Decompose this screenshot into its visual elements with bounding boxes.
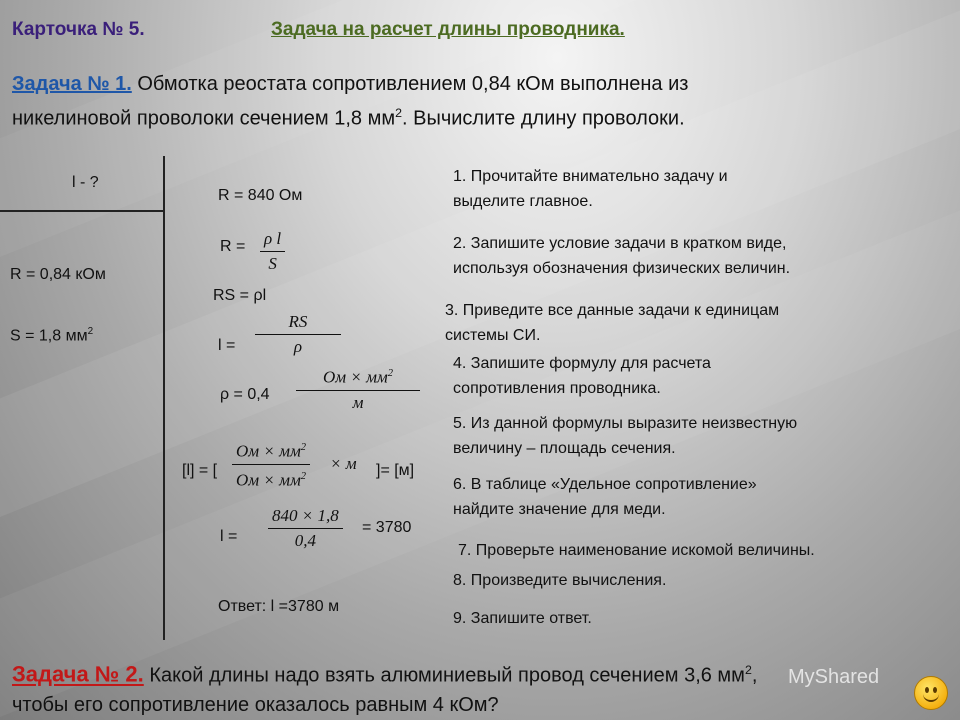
task2-line2: чтобы его сопротивление оказалось равным 4 кОм? [12, 693, 499, 716]
answer: Ответ: l =3780 м [218, 598, 340, 615]
calc-lhs: l = [220, 528, 238, 545]
calc-result: = 3780 [362, 519, 412, 536]
step-2: 2. Запишите условие задачи в кратком виде, используя обозначения физических величин. [453, 235, 791, 277]
given-resistance: R = 0,84 кОм [10, 266, 106, 283]
given-section: S = 1,8 $мм^2$ [10, 326, 94, 345]
card-title: Карточка № 5. [12, 19, 145, 40]
task1-line2-sup: 2 [395, 106, 402, 120]
task1-line1: Обмотка реостата сопротивлением 0,84 кОм выполнена из [131, 73, 689, 95]
rho-unit-fraction: Ом × $мм^2$ м [296, 364, 420, 413]
units-check-rhs: ]= [м] [376, 462, 415, 479]
calc-fraction: 840 × 1,8 0,4 [268, 506, 343, 551]
given-divider-vertical [163, 156, 165, 640]
given-divider-horizontal [0, 210, 165, 212]
r-formula-denominator: S [268, 254, 277, 273]
task1-label: Задача № 1. [12, 73, 132, 95]
step-4: 4. Запишите формулу для расчета сопротивления проводника. [453, 355, 711, 397]
l-formula-denominator: ρ [293, 337, 303, 356]
units-check-lhs: [l] = [ [182, 462, 218, 479]
smiley-icon [914, 676, 948, 710]
task1-line2a: никелиновой проволоки сечением 1,8 мм [12, 107, 396, 130]
rs-equation: RS = ρl [213, 287, 267, 304]
r-formula-lhs: R = [220, 238, 246, 255]
task2-label: Задача № 2. [12, 661, 144, 687]
step-7: 7. Проверьте наименование искомой величины. [458, 542, 815, 559]
step-6: 6. В таблице «Удельное сопротивление» найдите значение для меди. [453, 476, 757, 518]
r-formula-numerator: ρ l [264, 229, 282, 248]
l-formula-lhs: l = [218, 337, 236, 354]
watermark-logo: MyShared [788, 666, 880, 688]
given-unknown: l - ? [72, 174, 99, 191]
l-formula-numerator: RS [288, 312, 308, 331]
step-8: 8. Произведите вычисления. [453, 572, 667, 589]
step-1: 1. Прочитайте внимательно задачу и выделите главное. [453, 168, 728, 210]
task1-line2b: . Вычислите длину проволоки. [401, 107, 685, 130]
r-formula-fraction [260, 229, 285, 274]
step-3: 3. Приведите все данные задачи к единицам системы СИ. [445, 302, 780, 344]
task2-line1-sup: 2 [744, 663, 752, 677]
step-5: 5. Из данной формулы выразите неизвестную величину – площадь сечения. [453, 415, 798, 457]
card-subject: Задача на расчет длины проводника. [271, 19, 625, 40]
units-check-fraction: Ом × $мм^2$ Ом × $мм^2$ [232, 438, 310, 490]
rho-value-lhs: ρ = 0,4 [220, 386, 270, 403]
step-9: 9. Запишите ответ. [453, 610, 592, 627]
task2-line1b: , [751, 664, 758, 687]
l-formula-fraction [255, 312, 341, 357]
resistance-si: R = 840 Ом [218, 187, 303, 204]
task2-line1a: Какой длины надо взять алюминиевый провод сечением 3,6 мм [143, 664, 745, 687]
task2-text [12, 656, 757, 720]
units-check-mult: × м [330, 454, 357, 473]
task1-text [12, 70, 688, 134]
